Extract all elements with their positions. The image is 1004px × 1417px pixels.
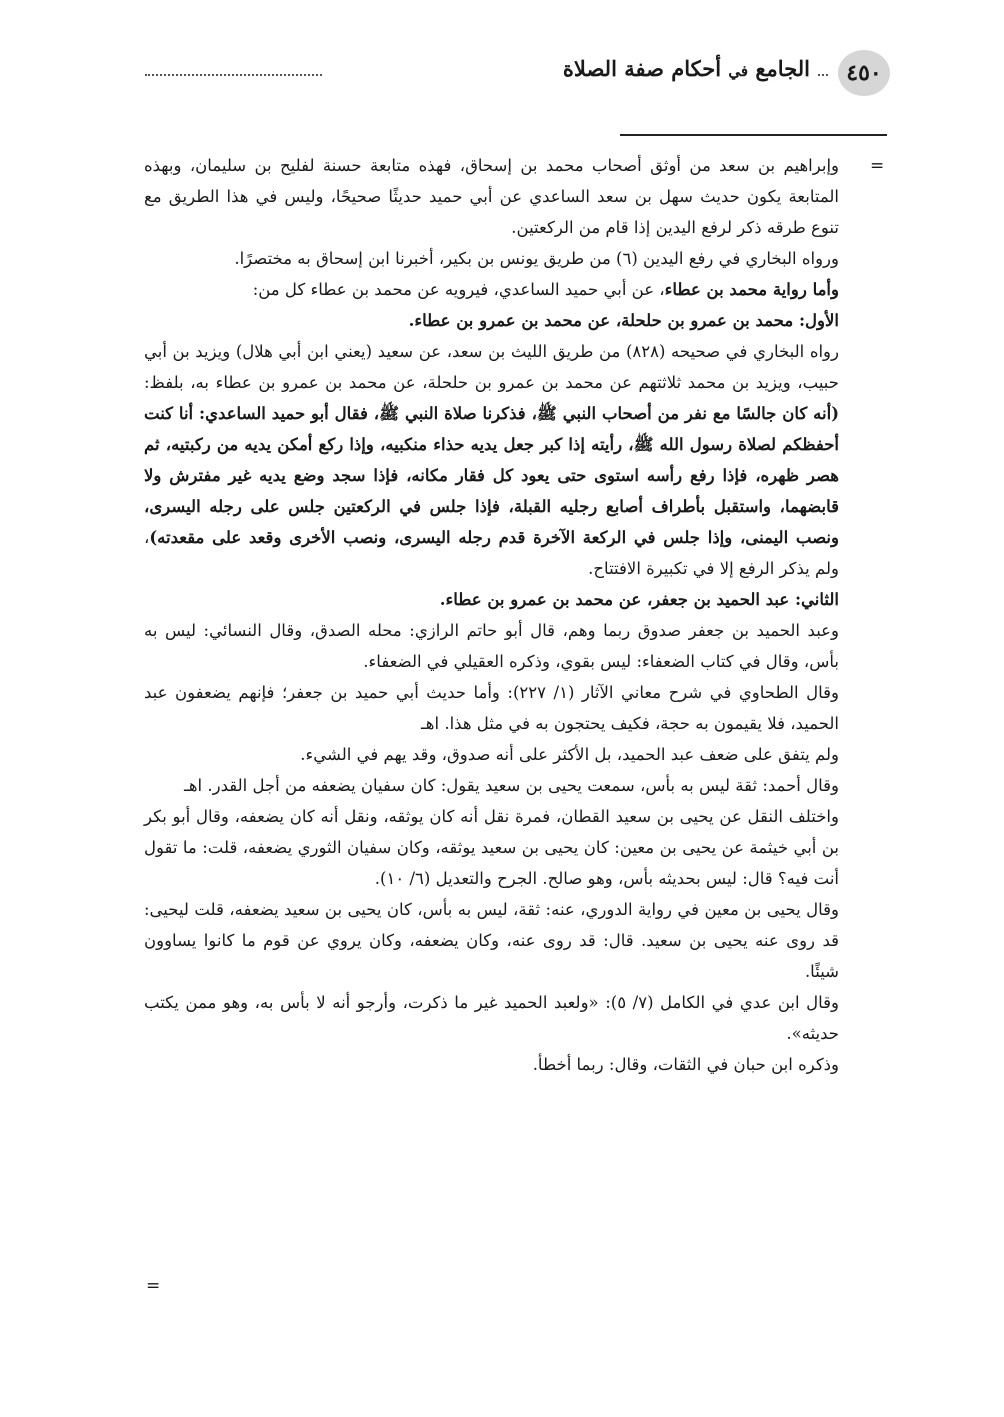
page-number-badge: ٤٥٠	[838, 50, 890, 96]
paragraph-riwaya	[144, 274, 839, 305]
header-dots-right	[818, 74, 828, 76]
hadith-intro: رواه البخاري في صحيحه (٨٢٨) من طريق الليث بن سعد، عن سعيد (يعني ابن أبي هلال) ويزيد بن أبي حبيب، ويزيد بن محمد ثلاثتهم عن محمد بن عمرو بن حلحلة، عن محمد بن عمرو بن عطاء به، بلفظ:	[144, 342, 839, 392]
footnote-body	[144, 150, 839, 1080]
header-dots-left	[145, 74, 322, 76]
paragraph: وقال يحيى بن معين في رواية الدوري، عنه: ثقة، ليس به بأس، كان يحيى بن سعيد يضعفه، قلت ليحيى: قد روى عنه يحيى بن سعيد. قال: قد روى عنه، وكان يضعفه، وكان يروي عن قوم ما كانوا يساوون شيئًا.	[144, 900, 839, 981]
book-title-main: الجامع	[755, 56, 810, 81]
paragraph: وذكره ابن حبان في الثقات، وقال: ربما أخطأ.	[532, 1055, 839, 1074]
first-heading: الأول: محمد بن عمرو بن حلحلة، عن محمد بن عمرو بن عطاء.	[408, 311, 839, 330]
book-title-rest: أحكام صفة الصلاة	[562, 56, 722, 81]
paragraph-hadith	[144, 336, 839, 584]
book-title-fi: في	[728, 62, 749, 80]
page-header	[145, 50, 890, 96]
footnote-separator	[620, 134, 887, 136]
riwaya-bold: وأما رواية محمد بن عطاء	[664, 280, 839, 299]
riwaya-rest: ، عن أبي حميد الساعدي، فيرويه عن محمد بن عطاء كل من:	[252, 280, 665, 299]
continuation-mark-top: =	[870, 156, 885, 176]
hadith-text: (أنه كان جالسًا مع نفر من أصحاب النبي ﷺ، فذكرنا صلاة النبي ﷺ، فقال أبو حميد الساعدي: أنا كنت أحفظكم لصلاة رسول الله ﷺ، رأيته إذا كبر جعل يديه حذاء منكبيه، وإذا ركع أمكن يديه من ركبتيه، ثم هصر ظهره، فإذا رفع رأسه استوى حتى يعود كل فقار مكانه، فإذا سجد وضع يديه غير مفترش ولا قابضهما، واستقبل بأطراف أصابع رجليه القبلة، فإذا جلس في الركعتين جلس على رجله اليسرى، ونصب اليمنى، وإذا جلس في الركعة الآخرة قدم رجله اليسرى، ونصب الأخرى وقعد على مقعدته)	[144, 404, 839, 547]
paragraph: وقال أحمد: ثقة ليس به بأس، سمعت يحيى بن سعيد يقول: كان سفيان يضعفه من أجل القدر. اهـ	[184, 776, 839, 795]
second-heading: الثاني: عبد الحميد بن جعفر، عن محمد بن عمرو بن عطاء.	[439, 590, 839, 609]
book-title	[563, 56, 810, 81]
paragraph: وقال الطحاوي في شرح معاني الآثار (١/ ٢٢٧): وأما حديث أبي حميد بن جعفر؛ فإنهم يضعفون عبد الحميد، فلا يقيمون به حجة، فكيف يحتجون به في مثل هذا. اهـ	[144, 683, 839, 733]
continuation-mark-bottom: =	[146, 1276, 161, 1296]
paragraph: وإبراهيم بن سعد من أوثق أصحاب محمد بن إسحاق، فهذه متابعة حسنة لفليح بن سليمان، وبهذه المتابعة يكون حديث سهل بن سعد الساعدي عن أبي حميد حديثًا صحيحًا، وليس في هذا الطريق مع تنوع طرقه ذكر لرفع اليدين إذا قام من الركعتين.	[144, 156, 839, 237]
hadith-outro: ، ولم يذكر الرفع إلا في تكبيرة الافتتاح.	[144, 528, 839, 578]
paragraph: ولم يتفق على ضعف عبد الحميد، بل الأكثر على أنه صدوق، وقد يهم في الشيء.	[300, 745, 839, 764]
paragraph: واختلف النقل عن يحيى بن سعيد القطان، فمرة نقل أنه كان يوثقه، ونقل أنه كان يضعفه، وقال أبو بكر بن أبي خيثمة عن يحيى بن معين: كان يحيى بن سعيد يوثقه، وكان سفيان الثوري يضعفه، قلت: ما تقول أنت فيه؟ قال: ليس بحديثه بأس، وهو صالح. الجرح والتعديل (٦/ ١٠).	[144, 807, 839, 888]
paragraph: ورواه البخاري في رفع اليدين (٦) من طريق يونس بن بكير، أخبرنا ابن إسحاق به مختصرًا.	[234, 249, 839, 268]
paragraph: وقال ابن عدي في الكامل (٧/ ٥): «ولعبد الحميد غير ما ذكرت، وأرجو أنه لا بأس به، وهو ممن يكتب حديثه».	[144, 993, 839, 1043]
paragraph: وعبد الحميد بن جعفر صدوق ربما وهم، قال أبو حاتم الرازي: محله الصدق، وقال النسائي: ليس به بأس، وقال في كتاب الضعفاء: ليس بقوي، وذكره العقيلي في الضعفاء.	[144, 621, 839, 671]
